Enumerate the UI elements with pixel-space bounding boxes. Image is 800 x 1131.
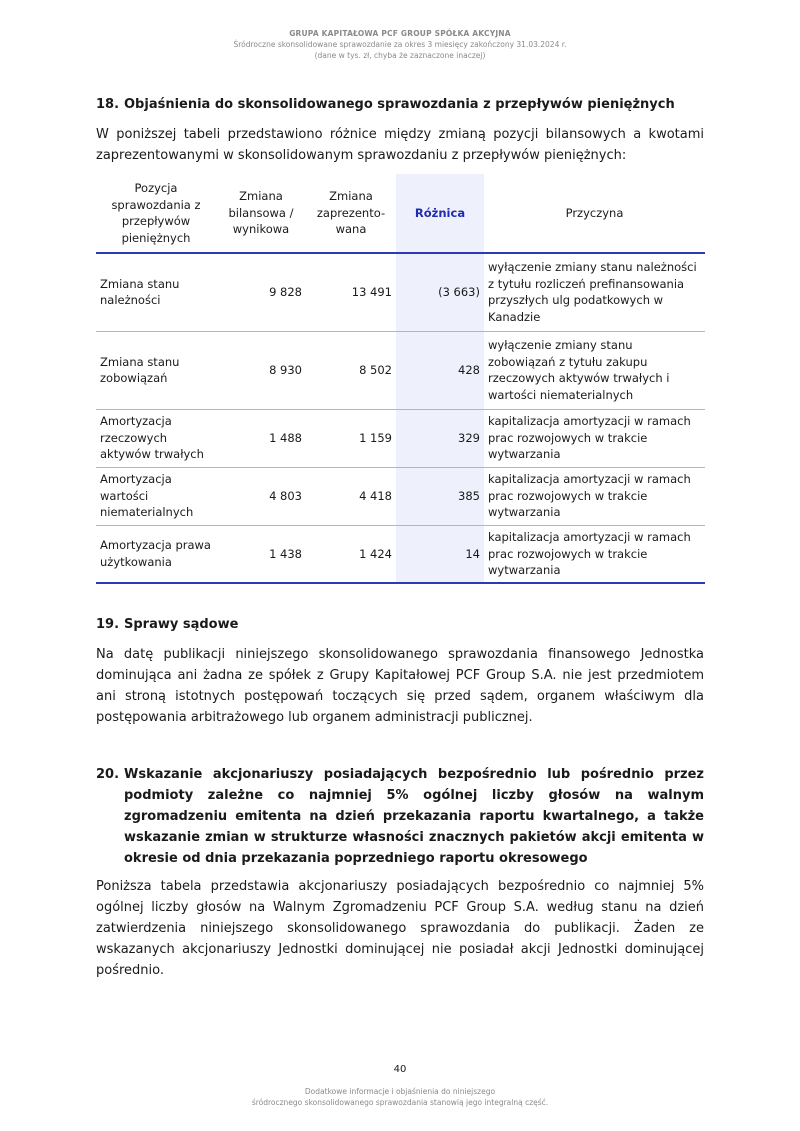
cell-balance: 4 803 (216, 467, 306, 525)
cell-difference: 329 (396, 409, 484, 467)
section-19-heading (96, 616, 238, 634)
header-position: Pozycja sprawozdania z przepływów pieniężnych (96, 174, 216, 253)
cell-presented: 1 424 (306, 525, 396, 583)
cell-reason: kapitalizacja amortyzacji w ramach prac rozwojowych w trakcie wytwarzania (484, 525, 705, 583)
cash-flow-differences-table (96, 174, 705, 584)
cell-presented: 1 159 (306, 409, 396, 467)
section-18-intro: W poniższej tabeli przedstawiono różnice między zmianą pozycji bilansowych a kwotami zaprezentowanymi w skonsolidowanym sprawozdaniu z przepływów pieniężnych: (96, 127, 704, 163)
table-row (96, 409, 705, 467)
cell-balance: 8 930 (216, 331, 306, 409)
section-number: 18. (96, 97, 120, 112)
cell-balance: 1 438 (216, 525, 306, 583)
header-difference: Różnica (396, 174, 484, 253)
cell-reason: kapitalizacja amortyzacji w ramach prac rozwojowych w trakcie wytwarzania (484, 409, 705, 467)
cell-position: Amortyzacja wartości niematerialnych (96, 467, 216, 525)
section-title: Sprawy sądowe (124, 617, 239, 632)
section-18-heading (96, 96, 675, 114)
header-balance-change: Zmiana bilansowa / wynikowa (216, 174, 306, 253)
cell-difference: 428 (396, 331, 484, 409)
cell-difference: (3 663) (396, 253, 484, 331)
section-title: Wskazanie akcjonariuszy posiadających bezpośrednio lub pośrednio przez podmioty zależne co najmniej 5% ogólnej liczby głosów na walnym zgromadzeniu emitenta na dzień przekazania raportu kwartalnego, a także wskazanie zmian w strukturze własności znacznych pakietów akcji emitenta w okresie od dnia przekazania poprzedniego raportu okresowego (124, 767, 704, 866)
section-title: Objaśnienia do skonsolidowanego sprawozdania z przepływów pieniężnych (124, 97, 675, 112)
table-row (96, 467, 705, 525)
cell-difference: 14 (396, 525, 484, 583)
report-title: Śródroczne skonsolidowane sprawozdanie za okres 3 miesięcy zakończony 31.03.2024 r. (233, 40, 567, 49)
page-footer (0, 1086, 800, 1108)
table-header-row (96, 174, 705, 253)
cell-balance: 1 488 (216, 409, 306, 467)
cell-position: Zmiana stanu zobowiązań (96, 331, 216, 409)
cell-reason: kapitalizacja amortyzacji w ramach prac rozwojowych w trakcie wytwarzania (484, 467, 705, 525)
cell-difference: 385 (396, 467, 484, 525)
section-number: 19. (96, 617, 120, 632)
table-row (96, 253, 705, 331)
cell-position: Amortyzacja prawa użytkowania (96, 525, 216, 583)
cell-presented: 8 502 (306, 331, 396, 409)
cell-position: Zmiana stanu należności (96, 253, 216, 331)
cell-reason: wyłączenie zmiany stanu należności z tytułu rozliczeń prefinansowania przyszłych ulg podatkowych w Kanadzie (484, 253, 705, 331)
section-19-text: Na datę publikacji niniejszego skonsolidowanego sprawozdania finansowego Jednostka dominująca ani żadna ze spółek z Grupy Kapitałowej PCF Group S.A. nie jest przedmiotem ani stroną istotnych postępowań toczących się przed sądem, organem właściwym dla postępowania arbitrażowego lub organem administracji publicznej. (96, 647, 704, 725)
page-header (0, 28, 800, 61)
table-row (96, 331, 705, 409)
cell-reason: wyłączenie zmiany stanu zobowiązań z tytułu zakupu rzeczowych aktywów trwałych i wartości niematerialnych (484, 331, 705, 409)
header-presented-change: Zmiana zaprezento-wana (306, 174, 396, 253)
units-note: (dane w tys. zł, chyba że zaznaczone inaczej) (314, 51, 486, 60)
footer-line-1: Dodatkowe informacje i objaśnienia do niniejszego (304, 1087, 496, 1096)
section-number: 20. (96, 767, 120, 782)
page-number: 40 (393, 1064, 407, 1075)
section-20-heading (96, 764, 704, 869)
company-name: GRUPA KAPITAŁOWA PCF GROUP SPÓŁKA AKCYJNA (289, 29, 511, 38)
footer-line-2: śródrocznego skonsolidowanego sprawozdania stanowią jego integralną część. (251, 1098, 549, 1107)
cell-presented: 4 418 (306, 467, 396, 525)
cell-presented: 13 491 (306, 253, 396, 331)
header-reason: Przyczyna (484, 174, 705, 253)
cell-balance: 9 828 (216, 253, 306, 331)
section-20-text: Poniższa tabela przedstawia akcjonariuszy posiadających bezpośrednio co najmniej 5% ogólnej liczby głosów na Walnym Zgromadzeniu PCF Group S.A. według stanu na dzień zatwierdzenia niniejszego skonsolidowanego sprawozdania do publikacji. Żaden ze wskazanych akcjonariuszy Jednostki dominującej nie posiadał akcji Jednostki dominującej pośrednio. (96, 879, 704, 978)
cell-position: Amortyzacja rzeczowych aktywów trwałych (96, 409, 216, 467)
table-row (96, 525, 705, 583)
